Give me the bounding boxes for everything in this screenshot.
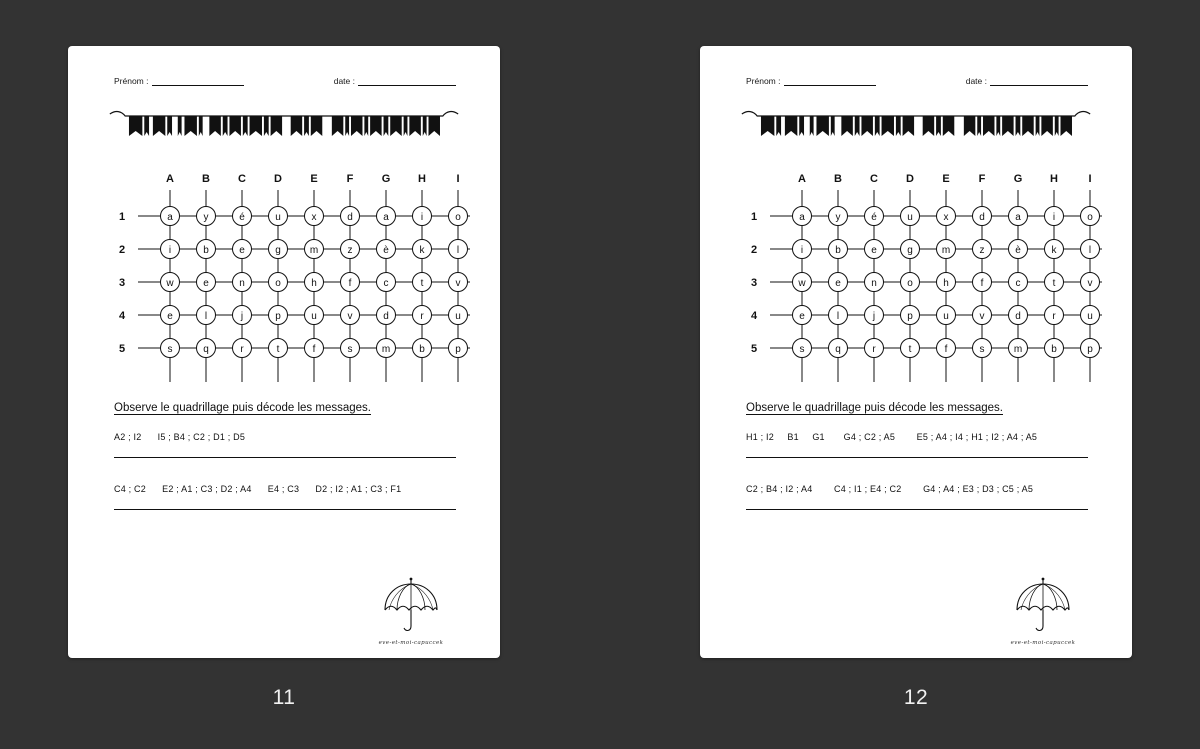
grid-cell-letter: s bbox=[979, 344, 985, 355]
date-field-2 bbox=[966, 76, 1088, 86]
name-label: Prénom : bbox=[114, 76, 149, 86]
message-block-1b bbox=[98, 484, 470, 510]
grid-cell-letter: r bbox=[872, 344, 876, 355]
grid-cell-letter: v bbox=[455, 278, 461, 289]
grid-cell-letter: o bbox=[1087, 212, 1093, 223]
grid-cell-letter: p bbox=[1087, 344, 1093, 355]
grid-cell-letter: n bbox=[871, 278, 877, 289]
grid-column-label: D bbox=[906, 173, 914, 185]
grid-cell-letter: i bbox=[420, 212, 424, 223]
page-wrapper-2 bbox=[700, 46, 1132, 710]
page-number-1: 11 bbox=[272, 686, 296, 709]
grid-cell-letter: y bbox=[203, 212, 209, 223]
grid-column-label: E bbox=[310, 173, 318, 185]
grid-cell-letter: t bbox=[1052, 278, 1056, 289]
grid-cell-letter: u bbox=[1087, 311, 1093, 322]
title-banner-1 bbox=[98, 108, 470, 142]
grid-column-label: H bbox=[418, 173, 426, 185]
grid-column-label: H bbox=[1050, 173, 1058, 185]
grid-cell-letter: u bbox=[907, 212, 913, 223]
grid-cell-letter: p bbox=[455, 344, 461, 355]
name-write-line[interactable] bbox=[152, 84, 244, 86]
page-number-2: 12 bbox=[903, 686, 929, 709]
grid-cell-letter: z bbox=[347, 245, 353, 256]
grid-cell-letter: t bbox=[276, 344, 280, 355]
grid-cell-letter: m bbox=[309, 245, 319, 256]
page-footer-2 bbox=[978, 576, 1108, 646]
grid-column-label: C bbox=[238, 173, 246, 185]
grid-cell-letter: e bbox=[167, 311, 173, 322]
grid-cell-letter: l bbox=[836, 311, 840, 322]
grid-cell-letter: w bbox=[166, 278, 174, 289]
grid-cell-letter: a bbox=[799, 212, 805, 223]
grid-cell-letter: u bbox=[311, 311, 317, 322]
grid-row-label: 5 bbox=[750, 343, 758, 355]
grid-cell-letter: è bbox=[383, 245, 389, 256]
grid-column-label: G bbox=[1013, 173, 1023, 185]
grid-cell-letter: è bbox=[1015, 245, 1021, 256]
page-header-2 bbox=[730, 76, 1102, 86]
grid-cell-letter: i bbox=[1052, 212, 1056, 223]
grid-cell-letter: d bbox=[1015, 311, 1021, 322]
date-field-1 bbox=[334, 76, 456, 86]
grid-cell-letter: s bbox=[347, 344, 353, 355]
grid-cell-letter: d bbox=[979, 212, 985, 223]
grid-column-label: A bbox=[798, 173, 806, 185]
grid-cell-letter: f bbox=[980, 278, 984, 289]
page-wrapper-1 bbox=[68, 46, 500, 710]
grid-cell-letter: j bbox=[240, 311, 244, 322]
grid-cell-letter: q bbox=[203, 344, 209, 355]
grid-cell-letter: l bbox=[1088, 245, 1092, 256]
grid-cell-letter: b bbox=[835, 245, 841, 256]
grid-cell-letter: j bbox=[872, 311, 876, 322]
grid-cell-letter: u bbox=[943, 311, 949, 322]
grid-column-label: B bbox=[834, 173, 842, 185]
grid-cell-letter: c bbox=[383, 278, 389, 289]
answer-line-1b[interactable] bbox=[114, 508, 456, 510]
grid-cell-letter: q bbox=[835, 344, 841, 355]
worksheet-page-2[interactable] bbox=[700, 46, 1132, 658]
grid-row-label: 4 bbox=[118, 310, 126, 322]
grid-cell-letter: z bbox=[979, 245, 985, 256]
grid-cell-letter: t bbox=[420, 278, 424, 289]
grid-graphic bbox=[98, 164, 470, 392]
grid-cell-letter: u bbox=[455, 311, 461, 322]
message-block-1a bbox=[98, 432, 470, 458]
grid-cell-letter: f bbox=[944, 344, 948, 355]
answer-line-2b[interactable] bbox=[746, 508, 1088, 510]
grid-row-label: 3 bbox=[118, 277, 126, 289]
date-label: date : bbox=[965, 76, 987, 86]
grid-row-label: 3 bbox=[750, 277, 758, 289]
decoder-grid-2[interactable] bbox=[730, 164, 1102, 392]
grid-cell-letter: i bbox=[800, 245, 804, 256]
grid-column-label: C bbox=[870, 173, 878, 185]
message-codes-1b: C4 ; C2 E2 ; A1 ; C3 ; D2 ; A4 E4 ; C3 D2 ; I2 ; A1 ; C3 ; F1 bbox=[114, 484, 402, 494]
grid-cell-letter: t bbox=[908, 344, 912, 355]
grid-cell-letter: y bbox=[835, 212, 841, 223]
grid-cell-letter: e bbox=[203, 278, 209, 289]
grid-cell-letter: b bbox=[419, 344, 425, 355]
name-field-2 bbox=[746, 76, 876, 86]
grid-cell-letter: l bbox=[456, 245, 460, 256]
date-write-line[interactable] bbox=[990, 84, 1088, 86]
name-field-1 bbox=[114, 76, 244, 86]
credit-text-2: eve-et-moi-capuccek bbox=[1010, 640, 1076, 646]
grid-cell-letter: m bbox=[381, 344, 391, 355]
umbrella-icon bbox=[1012, 576, 1074, 638]
grid-cell-letter: é bbox=[871, 212, 877, 223]
page-footer-1 bbox=[346, 576, 476, 646]
grid-cell-letter: a bbox=[1015, 212, 1021, 223]
grid-cell-letter: s bbox=[167, 344, 173, 355]
grid-cell-letter: m bbox=[1013, 344, 1023, 355]
grid-cell-letter: f bbox=[348, 278, 352, 289]
grid-cell-letter: r bbox=[1052, 311, 1056, 322]
grid-row-label: 1 bbox=[118, 211, 126, 223]
grid-row-label: 2 bbox=[118, 244, 126, 256]
grid-cell-letter: v bbox=[347, 311, 353, 322]
banner-graphic-icon bbox=[738, 108, 1094, 142]
umbrella-icon bbox=[380, 576, 442, 638]
grid-cell-letter: h bbox=[943, 278, 949, 289]
grid-graphic bbox=[730, 164, 1102, 392]
grid-cell-letter: b bbox=[203, 245, 209, 256]
grid-cell-letter: o bbox=[275, 278, 281, 289]
page-header-1 bbox=[98, 76, 470, 86]
grid-cell-letter: b bbox=[1051, 344, 1057, 355]
grid-column-label: I bbox=[456, 173, 460, 185]
grid-column-label: B bbox=[202, 173, 210, 185]
grid-cell-letter: g bbox=[907, 245, 913, 256]
name-write-line[interactable] bbox=[784, 84, 876, 86]
grid-cell-letter: e bbox=[835, 278, 841, 289]
grid-cell-letter: é bbox=[239, 212, 245, 223]
grid-cell-letter: v bbox=[1087, 278, 1093, 289]
grid-cell-letter: l bbox=[204, 311, 208, 322]
grid-cell-letter: v bbox=[979, 311, 985, 322]
grid-cell-letter: m bbox=[941, 245, 951, 256]
grid-row-label: 2 bbox=[750, 244, 758, 256]
grid-cell-letter: o bbox=[907, 278, 913, 289]
grid-row-label: 1 bbox=[750, 211, 758, 223]
credit-text-1: eve-et-moi-capuccek bbox=[378, 640, 444, 646]
grid-cell-letter: w bbox=[798, 278, 806, 289]
grid-cell-letter: i bbox=[168, 245, 172, 256]
grid-cell-letter: h bbox=[311, 278, 317, 289]
grid-cell-letter: k bbox=[419, 245, 425, 256]
grid-column-label: I bbox=[1088, 173, 1092, 185]
grid-cell-letter: d bbox=[383, 311, 389, 322]
grid-cell-letter: n bbox=[239, 278, 245, 289]
message-block-2a bbox=[730, 432, 1102, 458]
date-label: date : bbox=[333, 76, 355, 86]
grid-column-label: A bbox=[166, 173, 174, 185]
grid-column-label: D bbox=[274, 173, 282, 185]
grid-column-label: F bbox=[978, 173, 986, 185]
decoder-grid-1[interactable] bbox=[98, 164, 470, 392]
grid-column-label: E bbox=[942, 173, 950, 185]
grid-cell-letter: e bbox=[239, 245, 245, 256]
answer-line-2a[interactable] bbox=[746, 456, 1088, 458]
grid-cell-letter: p bbox=[275, 311, 281, 322]
grid-cell-letter: f bbox=[312, 344, 316, 355]
grid-cell-letter: a bbox=[383, 212, 389, 223]
grid-column-label: G bbox=[381, 173, 391, 185]
instruction-text-1: Observe le quadrillage puis décode les messages. bbox=[114, 402, 371, 414]
message-codes-1a: A2 ; I2 I5 ; B4 ; C2 ; D1 ; D5 bbox=[114, 432, 246, 442]
grid-cell-letter: e bbox=[799, 311, 805, 322]
grid-cell-letter: p bbox=[907, 311, 913, 322]
grid-cell-letter: o bbox=[455, 212, 461, 223]
grid-row-label: 4 bbox=[750, 310, 758, 322]
message-codes-2b: C2 ; B4 ; I2 ; A4 C4 ; I1 ; E4 ; C2 G4 ; A4 ; E3 ; D3 ; C5 ; A5 bbox=[746, 484, 1034, 494]
grid-cell-letter: k bbox=[1051, 245, 1057, 256]
grid-cell-letter: r bbox=[240, 344, 244, 355]
grid-cell-letter: x bbox=[943, 212, 949, 223]
grid-cell-letter: g bbox=[275, 245, 281, 256]
instruction-text-2: Observe le quadrillage puis décode les messages. bbox=[746, 402, 1003, 414]
message-codes-2a: H1 ; I2 B1 G1 G4 ; C2 ; A5 E5 ; A4 ; I4 ; H1 ; I2 ; A4 ; A5 bbox=[746, 432, 1038, 442]
name-label: Prénom : bbox=[746, 76, 781, 86]
grid-cell-letter: r bbox=[420, 311, 424, 322]
grid-cell-letter: x bbox=[311, 212, 317, 223]
answer-line-1a[interactable] bbox=[114, 456, 456, 458]
banner-graphic-icon bbox=[106, 108, 462, 142]
message-block-2b bbox=[730, 484, 1102, 510]
grid-cell-letter: u bbox=[275, 212, 281, 223]
grid-cell-letter: d bbox=[347, 212, 353, 223]
title-banner-2 bbox=[730, 108, 1102, 142]
grid-row-label: 5 bbox=[118, 343, 126, 355]
grid-cell-letter: e bbox=[871, 245, 877, 256]
grid-column-label: F bbox=[346, 173, 354, 185]
grid-cell-letter: a bbox=[167, 212, 173, 223]
grid-cell-letter: s bbox=[799, 344, 805, 355]
grid-cell-letter: c bbox=[1015, 278, 1021, 289]
worksheet-page-1[interactable] bbox=[68, 46, 500, 658]
date-write-line[interactable] bbox=[358, 84, 456, 86]
